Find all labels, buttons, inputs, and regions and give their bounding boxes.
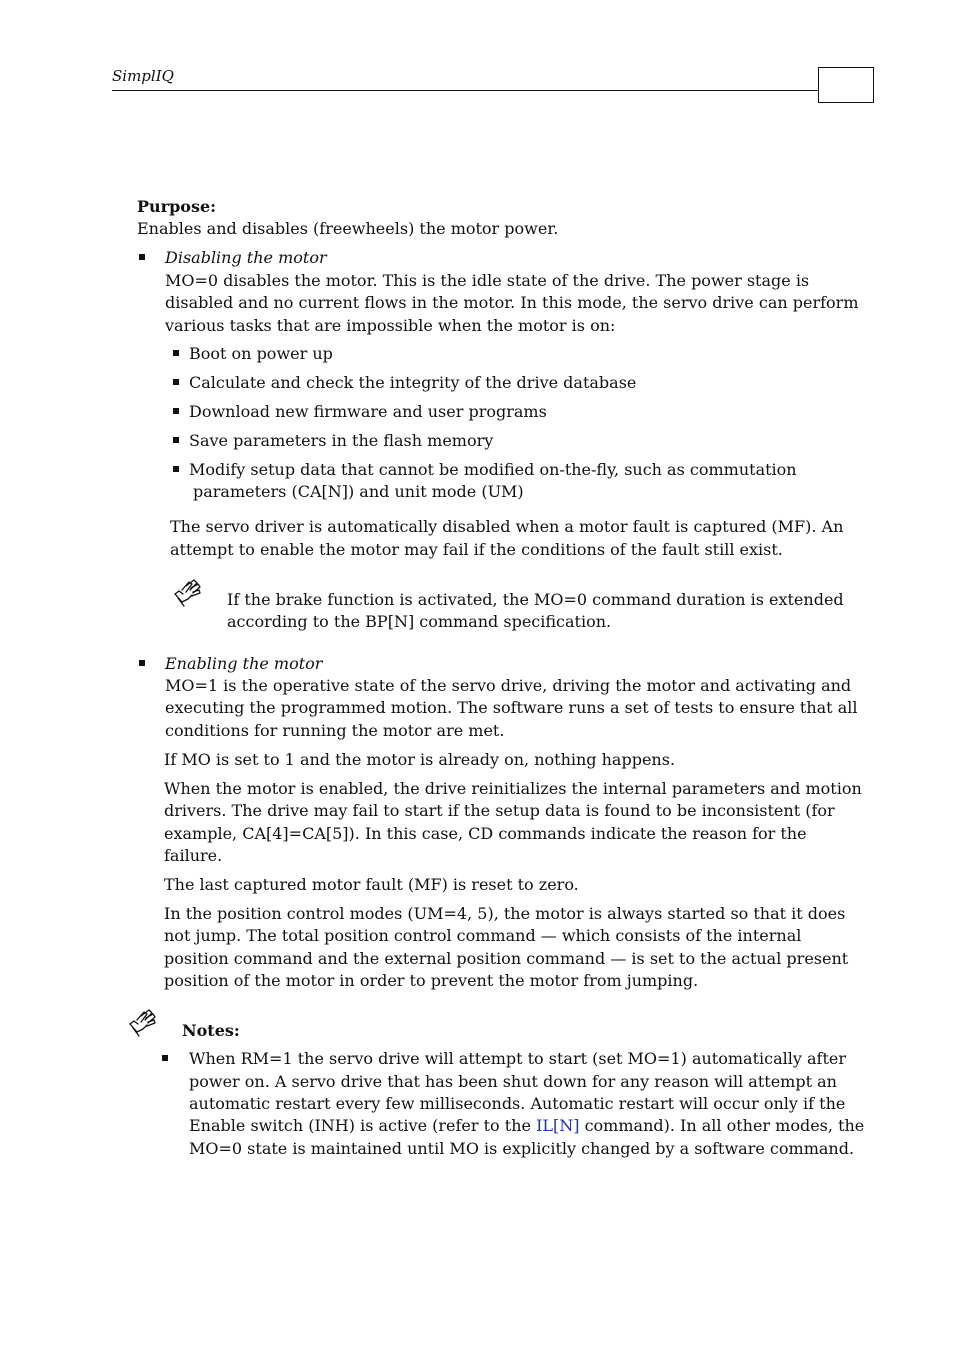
- bullet-marker: [173, 437, 179, 443]
- notes-line: automatic restart every few milliseconds. Automatic restart will occur only if the: [189, 1094, 846, 1113]
- bullet-marker: [173, 350, 179, 356]
- il-n-link[interactable]: IL[N]: [536, 1116, 580, 1135]
- fault-reset-text: The last captured motor fault (MF) is reset to zero.: [164, 875, 579, 894]
- already-on-text: If MO is set to 1 and the motor is already on, nothing happens.: [164, 750, 676, 769]
- reinit-line: example, CA[4]=CA[5]). In this case, CD commands indicate the reason for the: [164, 824, 807, 843]
- bullet-marker: [162, 1055, 168, 1061]
- reinit-line: When the motor is enabled, the drive reinitializes the internal parameters and motion: [164, 779, 862, 798]
- task-item: Save parameters in the flash memory: [189, 431, 494, 450]
- disabling-intro-line: MO=0 disables the motor. This is the idle state of the drive. The power stage is: [165, 271, 810, 290]
- notes-hand-icon: [127, 1008, 159, 1038]
- enabling-intro-line: conditions for running the motor are met.: [165, 721, 505, 740]
- page-number-box: [818, 67, 874, 103]
- bullet-marker: [173, 466, 179, 472]
- fault-text-line: The servo driver is automatically disabled when a motor fault is captured (MF). An: [170, 517, 844, 536]
- notes-line-text: command). In all other modes, the: [579, 1116, 865, 1135]
- bullet-marker: [173, 408, 179, 414]
- notes-label: Notes:: [182, 1021, 240, 1040]
- note-hand-icon: [172, 578, 204, 608]
- position-line: position command and the external position command — is set to the actual present: [164, 949, 849, 968]
- position-line: not jump. The total position control command — which consists of the internal: [164, 926, 802, 945]
- task-item-continuation: parameters (CA[N]) and unit mode (UM): [193, 482, 524, 501]
- bullet-marker: [139, 254, 145, 260]
- bullet-marker: [173, 379, 179, 385]
- notes-line: When RM=1 the servo drive will attempt to start (set MO=1) automatically after: [189, 1049, 846, 1068]
- header-rule: [112, 90, 819, 91]
- reinit-line: drivers. The drive may fail to start if the setup data is found to be inconsistent (for: [164, 801, 835, 820]
- disabling-intro-line: various tasks that are impossible when the motor is on:: [165, 316, 616, 335]
- task-item: Calculate and check the integrity of the drive database: [189, 373, 637, 392]
- note-line: If the brake function is activated, the MO=0 command duration is extended: [227, 590, 844, 609]
- task-item: Download new firmware and user programs: [189, 402, 547, 421]
- fault-text-line: attempt to enable the motor may fail if the conditions of the fault still exist.: [170, 540, 783, 559]
- position-line: position of the motor in order to prevent the motor from jumping.: [164, 971, 699, 990]
- notes-line: power on. A servo drive that has been shut down for any reason will attempt an: [189, 1072, 837, 1091]
- notes-line-text: Enable switch (INH) is active (refer to the: [189, 1116, 537, 1135]
- enabling-intro-line: MO=1 is the operative state of the servo drive, driving the motor and activating and: [165, 676, 852, 695]
- position-line: In the position control modes (UM=4, 5), the motor is always started so that it does: [164, 904, 846, 923]
- header-title: SimplIQ: [112, 67, 174, 85]
- purpose-text: Enables and disables (freewheels) the motor power.: [137, 219, 559, 238]
- disabling-intro-line: disabled and no current flows in the motor. In this mode, the servo drive can perform: [165, 293, 859, 312]
- task-item: Modify setup data that cannot be modified on-the-fly, such as commutation: [189, 460, 797, 479]
- enabling-intro-line: executing the programmed motion. The software runs a set of tests to ensure that all: [165, 698, 858, 717]
- purpose-label: Purpose:: [137, 197, 217, 216]
- bullet-marker: [139, 660, 145, 666]
- reinit-line: failure.: [164, 846, 223, 865]
- task-item: Boot on power up: [189, 344, 333, 363]
- note-line: according to the BP[N] command specification.: [227, 612, 612, 631]
- notes-line: [189, 1115, 864, 1138]
- enabling-heading: Enabling the motor: [165, 654, 323, 673]
- disabling-heading: Disabling the motor: [165, 248, 327, 267]
- notes-line: MO=0 state is maintained until MO is explicitly changed by a software command.: [189, 1139, 855, 1158]
